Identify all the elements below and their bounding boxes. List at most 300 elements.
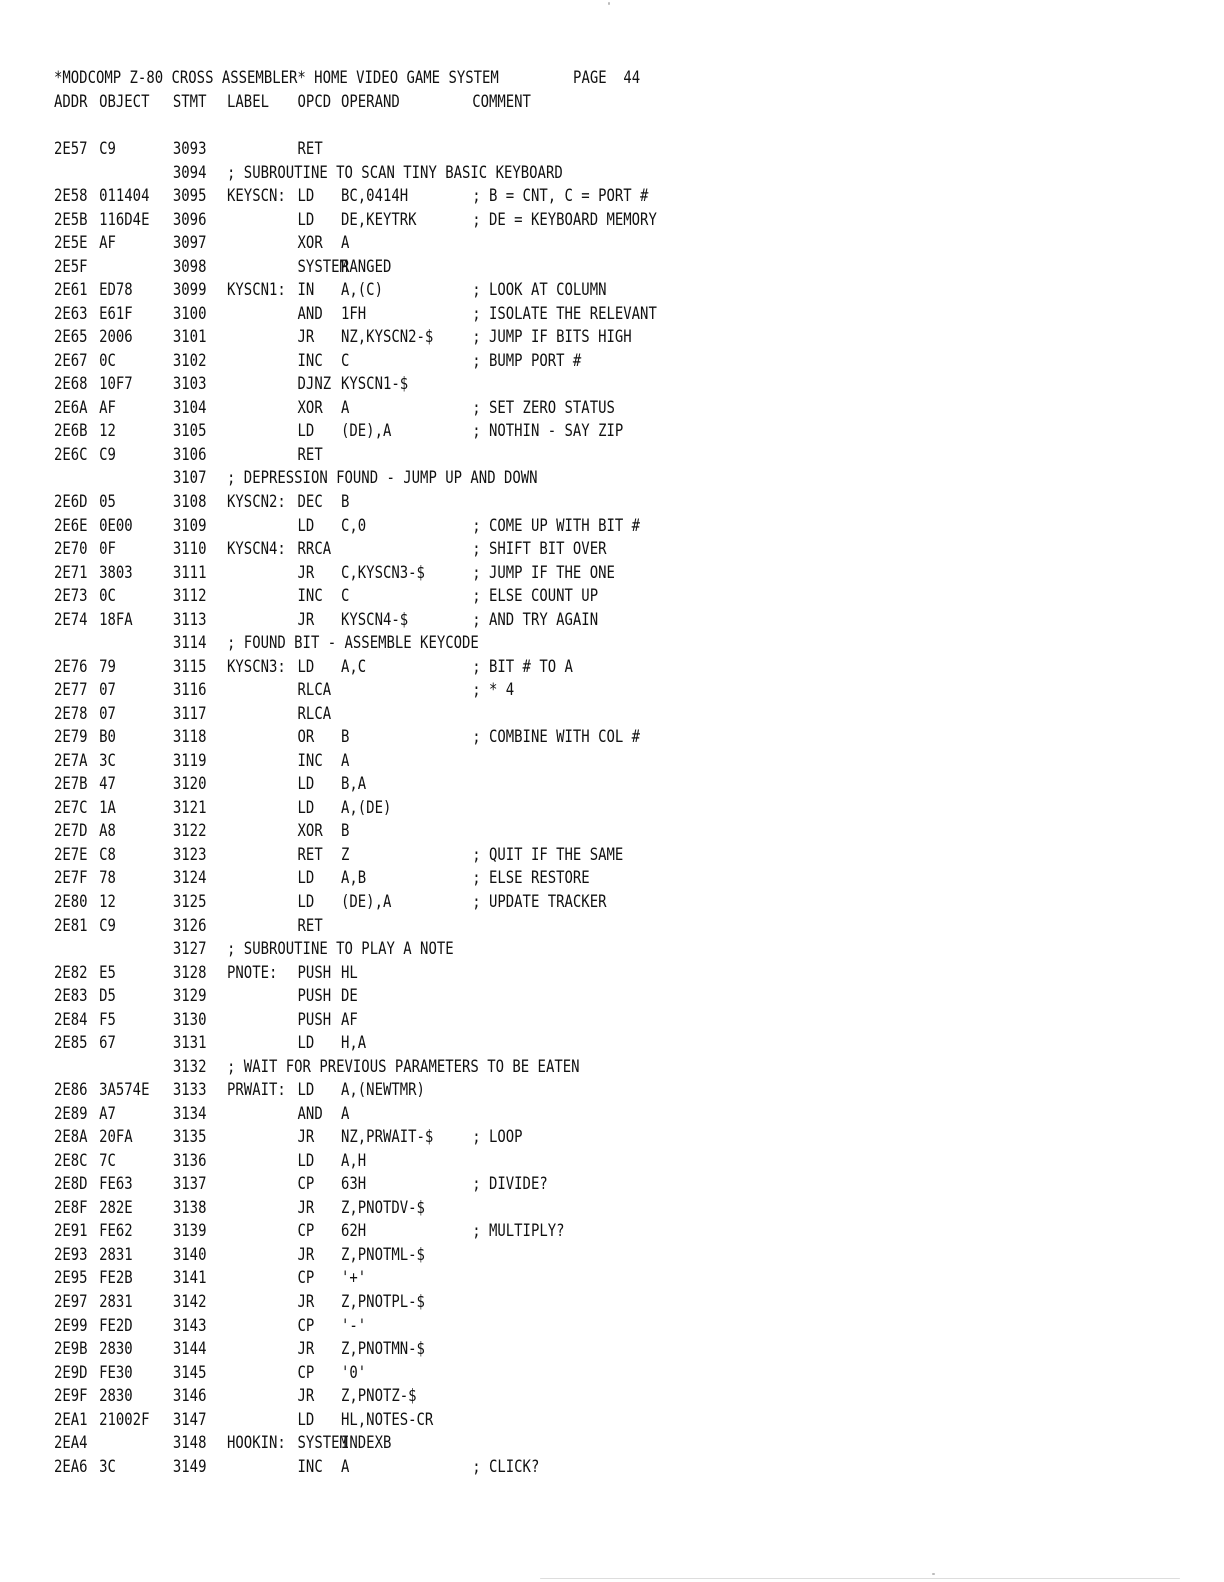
- statement-number-cell: 3116: [172, 680, 207, 701]
- opcode-cell: AND: [297, 1103, 323, 1124]
- listing-line: [54, 937, 562, 961]
- opcode-cell: CP: [297, 1221, 315, 1242]
- addr-cell: 2E80: [54, 892, 88, 912]
- operand-cell: B: [341, 492, 350, 512]
- operand-cell: B: [341, 727, 350, 748]
- addr-cell: 2E9F: [54, 1386, 88, 1407]
- listing-line: [54, 161, 562, 185]
- statement-number-cell: 3125: [172, 892, 207, 912]
- object-code-cell: 2830: [99, 1386, 133, 1407]
- listing-line: [54, 843, 624, 867]
- operand-cell: (DE),A: [341, 892, 392, 912]
- opcode-cell: INC: [297, 350, 323, 371]
- statement-number-cell: 3142: [172, 1292, 207, 1312]
- column-header-operand: OPERAND: [341, 92, 400, 112]
- listing-line: [54, 1361, 562, 1385]
- comment-line-cell: ; SUBROUTINE TO PLAY A NOTE: [227, 939, 454, 959]
- listing-line: [54, 184, 649, 208]
- addr-cell: 2E86: [54, 1080, 88, 1101]
- addr-cell: 2E5F: [54, 256, 88, 277]
- operand-cell: HL,NOTES-CR: [341, 1409, 434, 1430]
- addr-cell: 2E6C: [54, 444, 88, 465]
- operand-cell: NZ,PRWAIT-$: [341, 1127, 434, 1148]
- opcode-cell: JR: [297, 1386, 315, 1407]
- statement-number-cell: 3115: [172, 656, 207, 677]
- object-code-cell: 282E: [99, 1197, 133, 1218]
- statement-number-cell: 3113: [172, 609, 207, 630]
- operand-cell: Z,PNOTML-$: [341, 1244, 425, 1265]
- label-cell: KYSCN3:: [227, 656, 286, 677]
- object-code-cell: 79: [99, 656, 116, 677]
- addr-cell: 2E58: [54, 186, 88, 207]
- object-code-cell: 0C: [99, 586, 116, 607]
- statement-number-cell: 3138: [172, 1197, 207, 1218]
- comment-cell: ; AND TRY AGAIN: [472, 609, 599, 630]
- statement-number-cell: 3096: [172, 209, 207, 230]
- operand-cell: KYSCN1-$: [341, 374, 409, 395]
- comment-cell: ; QUIT IF THE SAME: [472, 844, 624, 865]
- opcode-cell: JR: [297, 1339, 315, 1359]
- opcode-cell: JR: [297, 562, 315, 583]
- addr-cell: 2E84: [54, 1009, 88, 1030]
- addr-cell: 2E8F: [54, 1197, 88, 1218]
- object-code-cell: FE62: [99, 1221, 133, 1242]
- statement-number-cell: 3141: [172, 1268, 207, 1289]
- listing-line: [54, 1266, 562, 1290]
- operand-cell: A: [341, 397, 350, 418]
- opcode-cell: SYSTEM: [297, 1433, 348, 1454]
- addr-cell: 2EA1: [54, 1409, 88, 1430]
- statement-number-cell: 3137: [172, 1174, 207, 1195]
- listing-line: [54, 608, 599, 632]
- object-code-cell: 21002F: [99, 1409, 150, 1430]
- addr-cell: 2E7C: [54, 797, 88, 818]
- object-code-cell: E61F: [99, 303, 133, 324]
- comment-cell: ; JUMP IF BITS HIGH: [472, 327, 632, 348]
- statement-number-cell: 3106: [172, 444, 207, 465]
- statement-number-cell: 3101: [172, 327, 207, 348]
- listing-line: [54, 961, 562, 985]
- statement-number-cell: 3097: [172, 233, 207, 254]
- operand-cell: C: [341, 586, 350, 607]
- operand-cell: B: [341, 821, 350, 842]
- comment-line-cell: ; SUBROUTINE TO SCAN TINY BASIC KEYBOARD: [227, 162, 563, 183]
- listing-line: [54, 1219, 565, 1243]
- object-code-cell: 1A: [99, 797, 116, 818]
- statement-number-cell: 3109: [172, 515, 207, 536]
- statement-number-cell: 3126: [172, 915, 207, 936]
- listing-line: [54, 208, 657, 232]
- operand-cell: (DE),A: [341, 421, 392, 442]
- object-code-cell: 0E00: [99, 515, 133, 536]
- listing-line: [54, 1243, 562, 1267]
- opcode-cell: RET: [297, 844, 323, 865]
- statement-number-cell: 3117: [172, 703, 207, 724]
- operand-cell: A,H: [341, 1150, 367, 1171]
- statement-number-cell: 3124: [172, 868, 207, 889]
- operand-cell: 1FH: [341, 303, 367, 324]
- listing-line: [54, 984, 562, 1008]
- operand-cell: KYSCN4-$: [341, 609, 409, 630]
- statement-number-cell: 3121: [172, 797, 207, 818]
- label-cell: KEYSCN:: [227, 186, 286, 207]
- column-header-comment: COMMENT: [472, 92, 531, 112]
- object-code-cell: 3C: [99, 1456, 116, 1477]
- opcode-cell: DEC: [297, 492, 323, 512]
- statement-number-cell: 3129: [172, 986, 207, 1007]
- addr-cell: 2E77: [54, 680, 88, 701]
- statement-number-cell: 3102: [172, 350, 207, 371]
- listing-line: [54, 490, 562, 514]
- comment-cell: ; DE = KEYBOARD MEMORY: [472, 209, 657, 230]
- statement-number-cell: 3136: [172, 1150, 207, 1171]
- object-code-cell: 47: [99, 774, 116, 795]
- object-code-cell: 2006: [99, 327, 133, 348]
- listing-line: [54, 655, 573, 679]
- opcode-cell: LD: [297, 1409, 315, 1430]
- statement-number-cell: 3128: [172, 962, 207, 983]
- comment-cell: ; MULTIPLY?: [472, 1221, 565, 1242]
- addr-cell: 2E79: [54, 727, 88, 748]
- opcode-cell: RET: [297, 139, 323, 159]
- object-code-cell: FE30: [99, 1362, 133, 1383]
- operand-cell: A,B: [341, 868, 367, 889]
- comment-cell: ; BIT # TO A: [472, 656, 573, 677]
- object-code-cell: D5: [99, 986, 116, 1007]
- object-code-cell: AF: [99, 233, 116, 254]
- addr-cell: 2E76: [54, 656, 88, 677]
- addr-cell: 2E95: [54, 1268, 88, 1289]
- statement-number-cell: 3146: [172, 1386, 207, 1407]
- statement-number-cell: 3134: [172, 1103, 207, 1124]
- statement-number-cell: 3118: [172, 727, 207, 748]
- operand-cell: A: [341, 750, 350, 771]
- opcode-cell: IN: [297, 280, 315, 301]
- addr-cell: 2E7E: [54, 844, 88, 865]
- operand-cell: '0': [341, 1362, 367, 1383]
- addr-cell: 2E70: [54, 539, 88, 559]
- listing-line: [54, 278, 607, 302]
- object-code-cell: 07: [99, 680, 116, 701]
- addr-cell: 2E6B: [54, 421, 88, 442]
- listing-line: [54, 1172, 562, 1196]
- addr-cell: 2E65: [54, 327, 88, 348]
- statement-number-cell: 3111: [172, 562, 207, 583]
- listing-line: [54, 561, 615, 585]
- opcode-cell: LD: [297, 209, 315, 230]
- object-code-cell: 67: [99, 1033, 116, 1054]
- opcode-cell: JR: [297, 609, 315, 630]
- statement-number-cell: 3112: [172, 586, 207, 607]
- object-code-cell: 10F7: [99, 374, 133, 395]
- column-headers: [54, 90, 562, 114]
- object-code-cell: 116D4E: [99, 209, 150, 230]
- column-header-addr: ADDR: [54, 92, 88, 112]
- addr-cell: 2E61: [54, 280, 88, 301]
- operand-cell: C: [341, 350, 350, 371]
- addr-cell: 2E7F: [54, 868, 88, 889]
- object-code-cell: 0C: [99, 350, 116, 371]
- statement-number-cell: 3148: [172, 1433, 207, 1454]
- statement-number-cell: 3105: [172, 421, 207, 442]
- scan-edge-line: [540, 1578, 1180, 1579]
- statement-number-cell: 3132: [172, 1056, 207, 1077]
- statement-number-cell: 3120: [172, 774, 207, 795]
- opcode-cell: INC: [297, 1456, 323, 1477]
- listing-line: [54, 1055, 580, 1079]
- opcode-cell: LD: [297, 421, 315, 442]
- listing-line: [54, 1125, 562, 1149]
- object-code-cell: 2830: [99, 1339, 133, 1359]
- listing-line: [54, 1031, 562, 1055]
- opcode-cell: LD: [297, 868, 315, 889]
- operand-cell: Z,PNOTZ-$: [341, 1386, 417, 1407]
- operand-cell: A: [341, 1456, 350, 1477]
- opcode-cell: LD: [297, 774, 315, 795]
- operand-cell: Z: [341, 844, 350, 865]
- listing-line: [54, 772, 562, 796]
- addr-cell: 2E6A: [54, 397, 88, 418]
- listing-line: [54, 1008, 562, 1032]
- opcode-cell: LD: [297, 186, 315, 207]
- addr-cell: 2E93: [54, 1244, 88, 1265]
- object-code-cell: 12: [99, 421, 116, 442]
- addr-cell: 2E83: [54, 986, 88, 1007]
- comment-cell: ; ELSE RESTORE: [472, 868, 590, 889]
- opcode-cell: JR: [297, 1197, 315, 1218]
- comment-cell: ; JUMP IF THE ONE: [472, 562, 615, 583]
- addr-cell: 2E91: [54, 1221, 88, 1242]
- opcode-cell: LD: [297, 892, 315, 912]
- opcode-cell: RET: [297, 915, 323, 936]
- object-code-cell: C9: [99, 915, 116, 936]
- statement-number-cell: 3144: [172, 1339, 207, 1359]
- listing-line: [54, 796, 562, 820]
- object-code-cell: 3C: [99, 750, 116, 771]
- label-cell: PNOTE:: [227, 962, 278, 983]
- opcode-cell: DJNZ: [297, 374, 332, 395]
- comment-cell: ; SET ZERO STATUS: [472, 397, 615, 418]
- addr-cell: 2E9B: [54, 1339, 88, 1359]
- opcode-cell: PUSH: [297, 1009, 332, 1030]
- listing-line: [54, 419, 624, 443]
- operand-cell: A: [341, 1103, 350, 1124]
- scan-speck: [932, 1573, 935, 1575]
- statement-number-cell: 3099: [172, 280, 207, 301]
- listing-line: [54, 137, 562, 161]
- listing-line: [54, 1337, 562, 1361]
- statement-number-cell: 3133: [172, 1080, 207, 1101]
- listing-line: [54, 231, 562, 255]
- listing-line: [54, 1149, 562, 1173]
- operand-cell: A,(C): [341, 280, 383, 301]
- opcode-cell: OR: [297, 727, 315, 748]
- statement-number-cell: 3135: [172, 1127, 207, 1148]
- addr-cell: 2EA4: [54, 1433, 88, 1454]
- listing-line: [54, 255, 562, 279]
- listing-line: [54, 1455, 562, 1479]
- statement-number-cell: 3127: [172, 939, 207, 959]
- opcode-cell: CP: [297, 1362, 315, 1383]
- listing-title: *MODCOMP Z-80 CROSS ASSEMBLER* HOME VIDEO GAME SYSTEM: [54, 68, 499, 88]
- listing-line: [54, 302, 657, 326]
- operand-cell: A,(DE): [341, 797, 392, 818]
- addr-cell: 2E9D: [54, 1362, 88, 1383]
- addr-cell: 2E5B: [54, 209, 88, 230]
- object-code-cell: A7: [99, 1103, 116, 1124]
- opcode-cell: RLCA: [297, 703, 332, 724]
- comment-cell: ; LOOP: [472, 1127, 523, 1148]
- object-code-cell: 2831: [99, 1244, 133, 1265]
- object-code-cell: E5: [99, 962, 116, 983]
- comment-cell: ; NOTHIN - SAY ZIP: [472, 421, 624, 442]
- statement-number-cell: 3139: [172, 1221, 207, 1242]
- statement-number-cell: 3140: [172, 1244, 207, 1265]
- page-number: PAGE 44: [573, 68, 641, 88]
- opcode-cell: CP: [297, 1174, 315, 1195]
- operand-cell: Z,PNOTMN-$: [341, 1339, 425, 1359]
- page-header: [54, 66, 641, 90]
- comment-cell: ; LOOK AT COLUMN: [472, 280, 607, 301]
- statement-number-cell: 3110: [172, 539, 207, 559]
- opcode-cell: RRCA: [297, 539, 332, 559]
- column-header-opcd: OPCD: [297, 92, 332, 112]
- operand-cell: RANGED: [341, 256, 392, 277]
- comment-cell: ; UPDATE TRACKER: [472, 892, 607, 912]
- comment-line-cell: ; DEPRESSION FOUND - JUMP UP AND DOWN: [227, 468, 538, 489]
- operand-cell: '+': [341, 1268, 367, 1289]
- comment-cell: ; DIVIDE?: [472, 1174, 548, 1195]
- object-code-cell: FE2D: [99, 1315, 133, 1336]
- listing-line: [54, 1408, 562, 1432]
- listing-line: [54, 702, 562, 726]
- opcode-cell: LD: [297, 797, 315, 818]
- object-code-cell: 3A574E: [99, 1080, 150, 1101]
- opcode-cell: CP: [297, 1315, 315, 1336]
- object-code-cell: 011404: [99, 186, 150, 207]
- comment-cell: ; ISOLATE THE RELEVANT: [472, 303, 657, 324]
- comment-line-cell: ; FOUND BIT - ASSEMBLE KEYCODE: [227, 633, 479, 654]
- addr-cell: 2E74: [54, 609, 88, 630]
- addr-cell: 2EA6: [54, 1456, 88, 1477]
- statement-number-cell: 3143: [172, 1315, 207, 1336]
- listing-line: [54, 1431, 562, 1455]
- listing-line: [54, 1384, 562, 1408]
- statement-number-cell: 3145: [172, 1362, 207, 1383]
- opcode-cell: LD: [297, 1033, 315, 1054]
- listing-line: [54, 584, 599, 608]
- addr-cell: 2E5E: [54, 233, 88, 254]
- addr-cell: 2E7A: [54, 750, 88, 771]
- addr-cell: 2E8C: [54, 1150, 88, 1171]
- object-code-cell: F5: [99, 1009, 116, 1030]
- comment-cell: ; CLICK?: [472, 1456, 540, 1477]
- listing-line: [54, 678, 562, 702]
- operand-cell: Z,PNOTDV-$: [341, 1197, 425, 1218]
- opcode-cell: XOR: [297, 397, 323, 418]
- column-header-stmt: STMT: [172, 92, 207, 112]
- opcode-cell: RLCA: [297, 680, 332, 701]
- listing-line: [54, 372, 562, 396]
- opcode-cell: INC: [297, 750, 323, 771]
- opcode-cell: LD: [297, 1150, 315, 1171]
- operand-cell: DE: [341, 986, 358, 1007]
- listing-line: [54, 1196, 562, 1220]
- opcode-cell: XOR: [297, 821, 323, 842]
- comment-cell: ; BUMP PORT #: [472, 350, 582, 371]
- opcode-cell: JR: [297, 1292, 315, 1312]
- listing-line: [54, 749, 562, 773]
- operand-cell: DE,KEYTRK: [341, 209, 417, 230]
- statement-number-cell: 3103: [172, 374, 207, 395]
- listing-line: [54, 819, 562, 843]
- listing-line: [54, 349, 582, 373]
- listing-line: [54, 725, 641, 749]
- operand-cell: C,KYSCN3-$: [341, 562, 425, 583]
- operand-cell: Z,PNOTPL-$: [341, 1292, 425, 1312]
- comment-cell: ; B = CNT, C = PORT #: [472, 186, 649, 207]
- listing-line: [54, 890, 607, 914]
- object-code-cell: 3803: [99, 562, 133, 583]
- opcode-cell: JR: [297, 1244, 315, 1265]
- object-code-cell: C9: [99, 444, 116, 465]
- opcode-cell: JR: [297, 1127, 315, 1148]
- statement-number-cell: 3100: [172, 303, 207, 324]
- object-code-cell: 05: [99, 492, 116, 512]
- opcode-cell: PUSH: [297, 962, 332, 983]
- addr-cell: 2E71: [54, 562, 88, 583]
- statement-number-cell: 3149: [172, 1456, 207, 1477]
- addr-cell: 2E81: [54, 915, 88, 936]
- statement-number-cell: 3119: [172, 750, 207, 771]
- addr-cell: 2E89: [54, 1103, 88, 1124]
- listing-line: [54, 866, 590, 890]
- addr-cell: 2E7B: [54, 774, 88, 795]
- object-code-cell: AF: [99, 397, 116, 418]
- operand-cell: NZ,KYSCN2-$: [341, 327, 434, 348]
- opcode-cell: CP: [297, 1268, 315, 1289]
- operand-cell: AF: [341, 1009, 358, 1030]
- statement-number-cell: 3107: [172, 468, 207, 489]
- operand-cell: BC,0414H: [341, 186, 409, 207]
- label-cell: KYSCN2:: [227, 492, 286, 512]
- opcode-cell: LD: [297, 1080, 315, 1101]
- comment-cell: ; ELSE COUNT UP: [472, 586, 599, 607]
- statement-number-cell: 3093: [172, 139, 207, 159]
- operand-cell: 63H: [341, 1174, 367, 1195]
- object-code-cell: FE63: [99, 1174, 133, 1195]
- addr-cell: 2E67: [54, 350, 88, 371]
- object-code-cell: 2831: [99, 1292, 133, 1312]
- addr-cell: 2E97: [54, 1292, 88, 1312]
- comment-cell: ; COMBINE WITH COL #: [472, 727, 641, 748]
- object-code-cell: ED78: [99, 280, 133, 301]
- listing-line: [54, 1102, 562, 1126]
- object-code-cell: 0F: [99, 539, 116, 559]
- object-code-cell: 7C: [99, 1150, 116, 1171]
- statement-number-cell: 3098: [172, 256, 207, 277]
- operand-cell: 62H: [341, 1221, 367, 1242]
- statement-number-cell: 3104: [172, 397, 207, 418]
- scan-speck: [608, 2, 610, 5]
- object-code-cell: 07: [99, 703, 116, 724]
- column-header-label: LABEL: [227, 92, 269, 112]
- statement-number-cell: 3147: [172, 1409, 207, 1430]
- statement-number-cell: 3114: [172, 633, 207, 654]
- statement-number-cell: 3123: [172, 844, 207, 865]
- addr-cell: 2E7D: [54, 821, 88, 842]
- opcode-cell: INC: [297, 586, 323, 607]
